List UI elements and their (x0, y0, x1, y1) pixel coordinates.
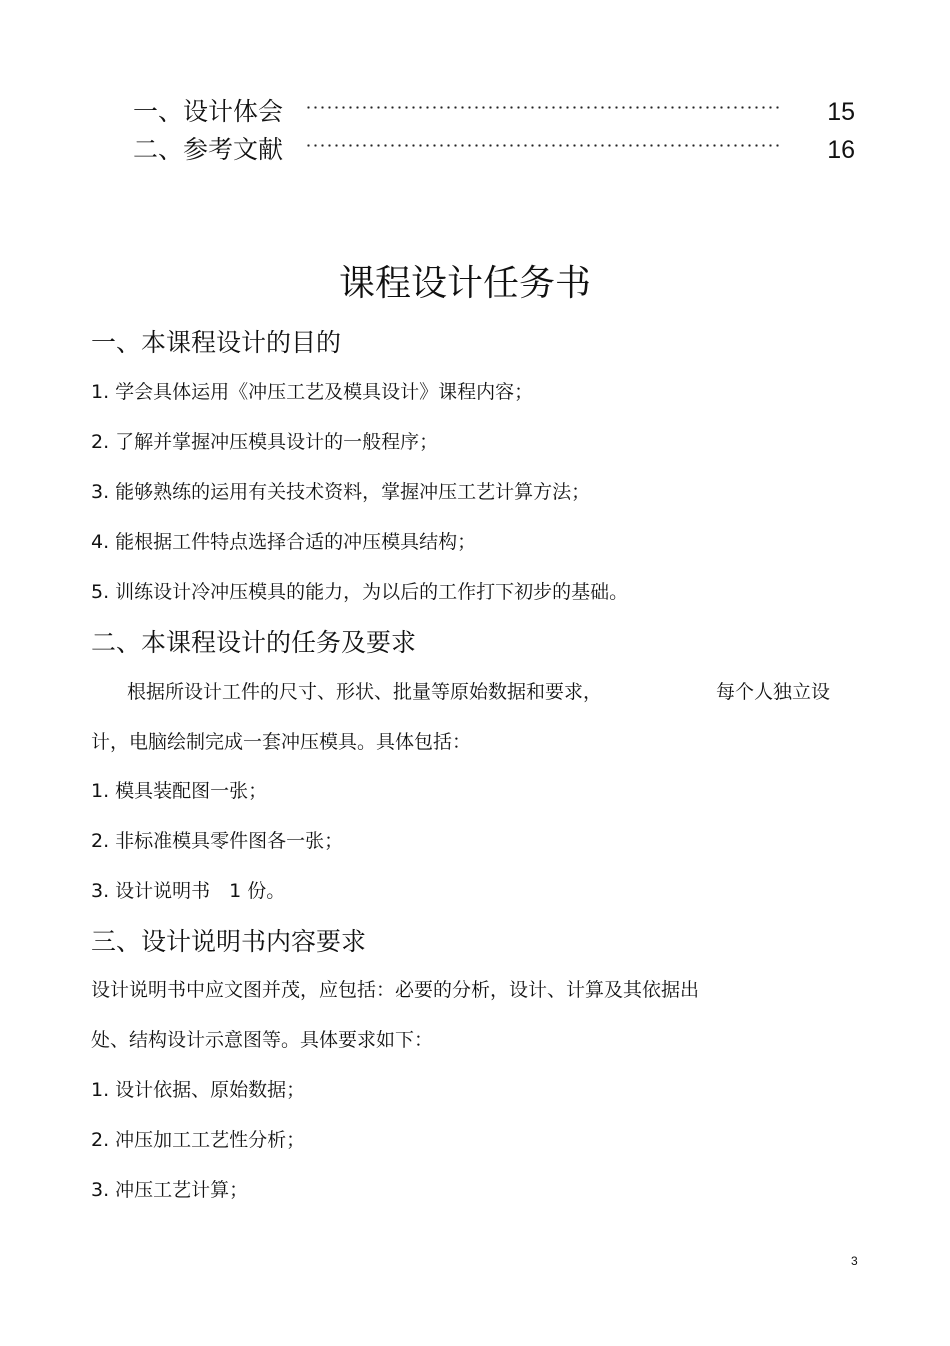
list-item: 3. 冲压工艺计算； (91, 1179, 249, 1201)
paragraph-line: 处、结构设计示意图等。具体要求如下： (91, 1029, 434, 1051)
section-heading: 二、本课程设计的任务及要求 (91, 628, 417, 657)
toc-entry-page: 16 (827, 136, 855, 164)
toc-entry (133, 132, 855, 168)
toc-entry-label: 二、参考文献 (133, 135, 284, 164)
paragraph-line: 计，电脑绘制完成一套冲压模具。具体包括： (91, 731, 472, 753)
paragraph-line: 每个人独立设 (716, 681, 831, 703)
list-item: 3. 设计说明书 1 份。 (91, 880, 286, 902)
page-number: 3 (851, 1254, 858, 1268)
toc-entry (133, 94, 855, 130)
list-item: 2. 非标准模具零件图各一张； (91, 830, 344, 852)
toc-dot-leader (305, 106, 783, 109)
paragraph-line: 设计说明书中应文图并茂，应包括：必要的分析，设计、计算及其依据出 (91, 979, 700, 1001)
toc-entry-page: 15 (827, 98, 855, 126)
list-item: 2. 冲压加工工艺性分析； (91, 1129, 306, 1151)
list-item: 1. 模具装配图一张； (91, 780, 268, 802)
list-item: 1. 设计依据、原始数据； (91, 1079, 306, 1101)
document-title: 课程设计任务书 (338, 263, 591, 304)
section-heading: 三、设计说明书内容要求 (91, 927, 367, 956)
toc-dot-leader (305, 144, 783, 147)
list-item: 4. 能根据工件特点选择合适的冲压模具结构； (91, 531, 477, 553)
list-item: 1. 学会具体运用《冲压工艺及模具设计》课程内容； (91, 381, 534, 403)
list-item: 3. 能够熟练的运用有关技术资料，掌握冲压工艺计算方法； (91, 481, 591, 503)
list-item: 5. 训练设计冷冲压模具的能力，为以后的工作打下初步的基础。 (91, 581, 629, 603)
list-item: 2. 了解并掌握冲压模具设计的一般程序； (91, 431, 439, 453)
paragraph-line: 根据所设计工件的尺寸、形状、批量等原始数据和要求， (127, 681, 603, 703)
section-heading: 一、本课程设计的目的 (91, 328, 342, 357)
toc-entry-label: 一、设计体会 (133, 97, 284, 126)
